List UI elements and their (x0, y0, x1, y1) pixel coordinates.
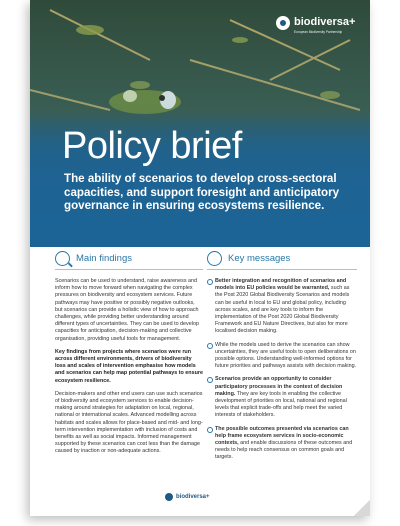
key-messages-header: Key messages (207, 247, 357, 270)
hero-image (30, 0, 370, 247)
key-icon (207, 251, 222, 266)
list-item: While the models used to derive the scenarios can show uncertainties, they are useful tools to open deliberations on possible options. Understanding well-informed options for future priorities and pathways assists with decision making. (207, 342, 357, 371)
findings-paragraph-bold: Key findings from projects where scenarios were run across different environments, drivers of biodiversity loss and scales of intervention emphasise how models and scenarios can help map potential pathways to ensure ecosystem resilience. (55, 348, 203, 384)
footer-logo: biodiversa+ (165, 493, 210, 501)
search-icon (55, 251, 70, 266)
findings-paragraph: Scenarios can be used to understand, raise awareness and inform how to move forward when navigating the complex pressures on biodiversity and ecosystem services. Future pathways may have positive or possibly negative outlooks, but scenarios can provide a holistic view of how to approach challenges, while providing better understanding around different types of uncertainties. They can be used to develop capacities for anticipation, decision-making and collective organisation, providing useful tools for management. (55, 278, 199, 342)
biodiversa-logo-icon (165, 493, 173, 501)
main-findings-column (55, 247, 203, 462)
key-messages-column (207, 247, 357, 468)
policy-brief-page (30, 0, 370, 516)
key-messages-list (207, 278, 357, 462)
page-corner (354, 500, 370, 516)
list-item: Scenarios provide an opportunity to consider participatory processes in the context of decision making. They are key tools in enabling the collective development of priorities on local, national and regional levels that explicit trade-offs and help meet the varied interests of stakeholders. (207, 376, 357, 419)
list-item: Better integration and recognition of scenarios and models into EU policies would be warranted, such as the Post 2020 Global Biodiversity Scenarios and models can be useful in local to EU and global policy, including across scales, and are key tools to inform the implementation of the Post 2020 Global Biodiversity Framework and EU Nature Directives, but also for more localised decision making. (207, 278, 357, 336)
main-findings-header: Main findings (55, 247, 203, 270)
findings-paragraph: Decision-makers and other end users can use such scenarios of biodiversity and ecosystem services to enable decision-making around strategies for adaptation on local, regional, national or international scales. Advanced modelling across habitats and scales allows for place-based and mid- and long-term intervention implementation with inclusion of costs and benefits as well as social impacts. Informed management supported by these scenarios can cost less than the damage caused by inaction or non-adequate actions. (55, 390, 203, 455)
list-item: The possible outcomes presented via scenarios can help frame ecosystem services in socio-economic contexts, and enable discussions of these outcomes and needs to help reach consensus on common goals and targets. (207, 426, 357, 462)
page-title: Policy brief (62, 125, 242, 167)
page-subtitle: The ability of scenarios to develop cross-sectoral capacities, and support foresight and anticipatory governance in ensuring ecosystems resilience. (64, 172, 340, 212)
biodiversa-logo: biodiversa+ European Biodiversity Partnership (276, 12, 355, 34)
biodiversa-logo-icon (276, 16, 290, 30)
